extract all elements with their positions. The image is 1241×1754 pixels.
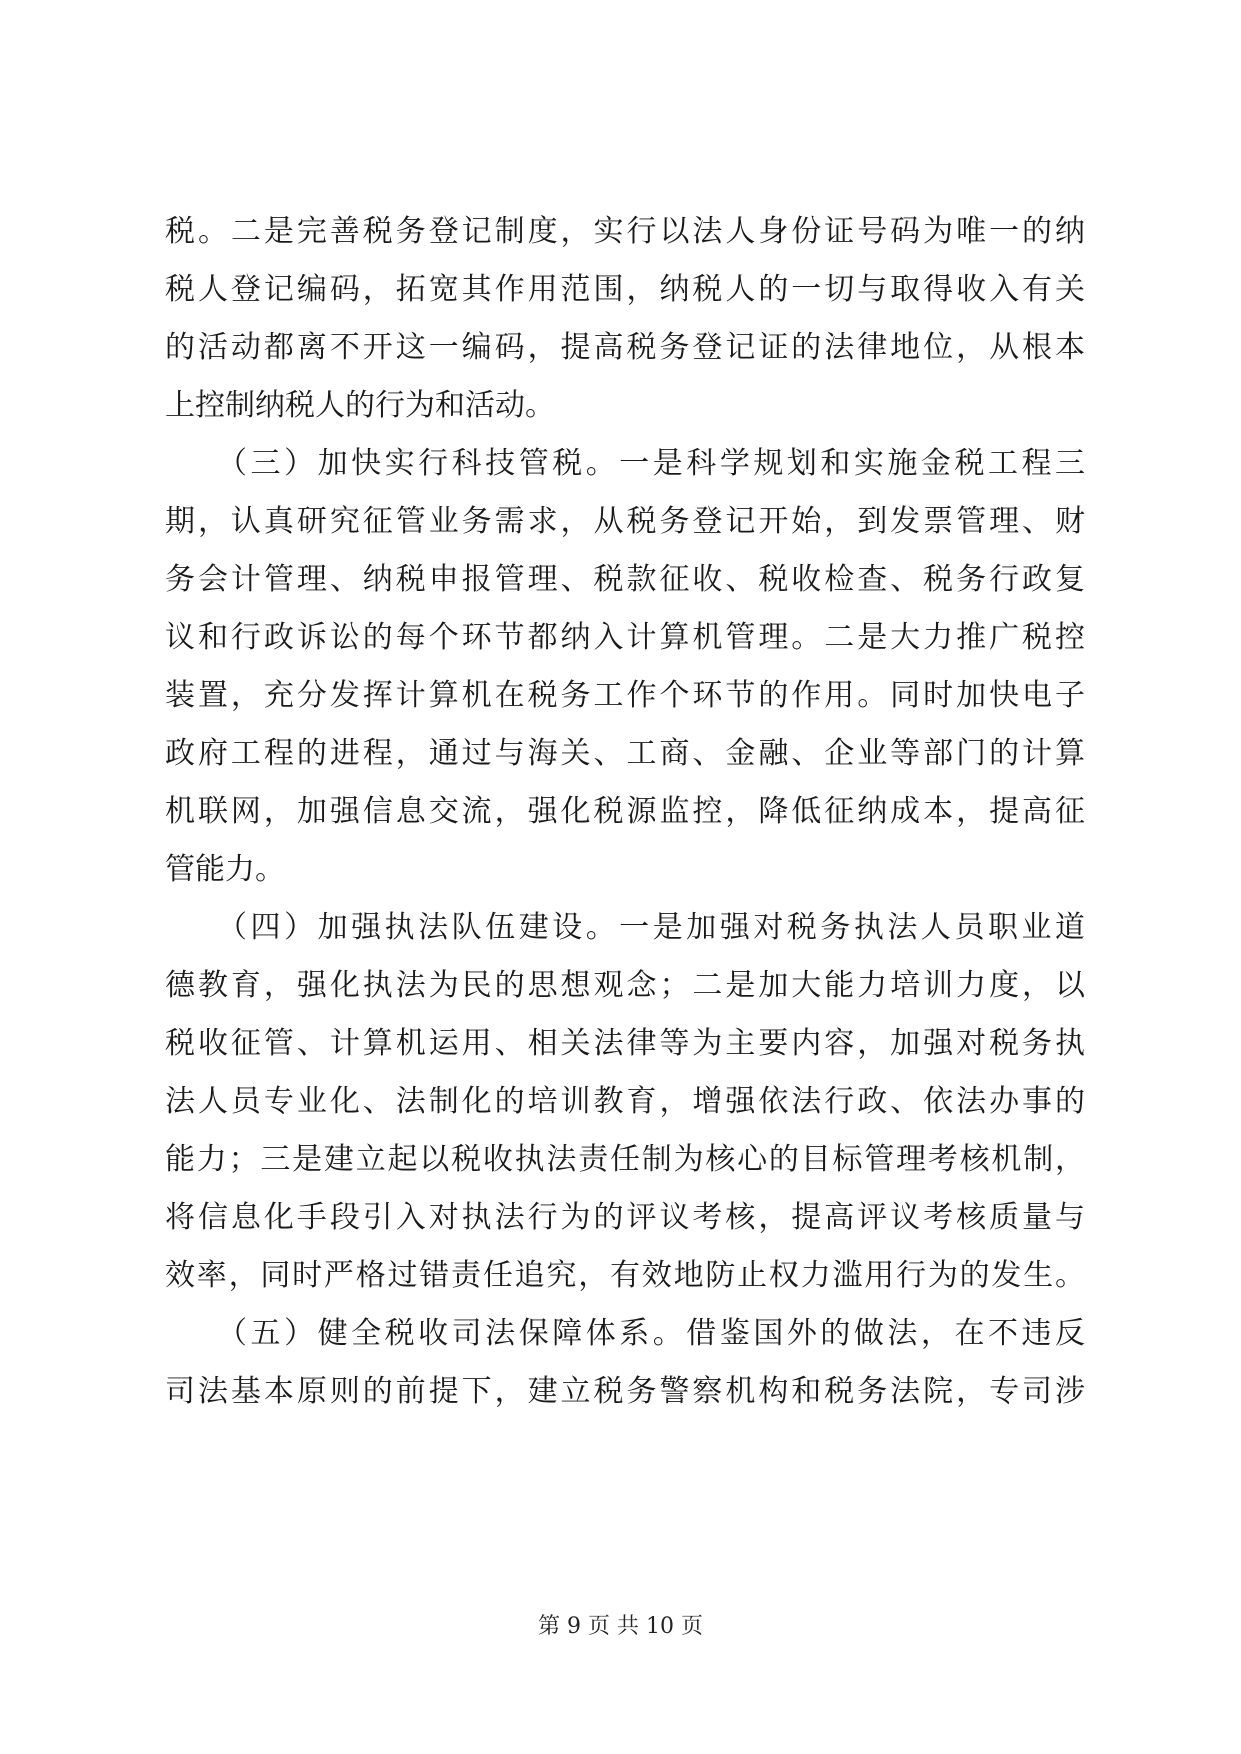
text-line: 德教育，强化执法为民的思想观念；二是加大能力培训力度，以	[165, 968, 1085, 1003]
text-line: 效率，同时严格过错责任追究，有效地防止权力滥用行为的发生。	[165, 1258, 1085, 1293]
text-line: 的活动都离不开这一编码，提高税务登记证的法律地位，从根本	[165, 330, 1085, 365]
page-number-footer: 第 9 页 共 10 页	[538, 1614, 703, 1639]
paragraph-heading-line: （三）加快实行科技管税。一是科学规划和实施金税工程三	[165, 446, 1085, 481]
text-line: 将信息化手段引入对执法行为的评议考核，提高评议考核质量与	[165, 1200, 1085, 1235]
text-line: 管能力。	[165, 852, 285, 887]
text-line: 务会计管理、纳税申报管理、税款征收、税收检查、税务行政复	[165, 562, 1085, 597]
paragraph-heading-line: （五）健全税收司法保障体系。借鉴国外的做法，在不违反	[165, 1316, 1085, 1351]
text-line: 税。二是完善税务登记制度，实行以法人身份证号码为唯一的纳	[165, 214, 1085, 249]
text-line: 法人员专业化、法制化的培训教育，增强依法行政、依法办事的	[165, 1084, 1085, 1119]
text-line: 税收征管、计算机运用、相关法律等为主要内容，加强对税务执	[165, 1026, 1085, 1061]
text-line: 机联网，加强信息交流，强化税源监控，降低征纳成本，提高征	[165, 794, 1085, 829]
paragraph-heading-line: （四）加强执法队伍建设。一是加强对税务执法人员职业道	[165, 910, 1085, 945]
text-line: 议和行政诉讼的每个环节都纳入计算机管理。二是大力推广税控	[165, 620, 1085, 655]
text-line: 装置，充分发挥计算机在税务工作个环节的作用。同时加快电子	[165, 678, 1085, 713]
text-line: 司法基本原则的前提下，建立税务警察机构和税务法院，专司涉	[165, 1374, 1085, 1409]
text-line: 期，认真研究征管业务需求，从税务登记开始，到发票管理、财	[165, 504, 1085, 539]
text-line: 能力；三是建立起以税收执法责任制为核心的目标管理考核机制，	[165, 1142, 1085, 1177]
text-line: 上控制纳税人的行为和活动。	[165, 388, 555, 423]
text-line: 政府工程的进程，通过与海关、工商、金融、企业等部门的计算	[165, 736, 1085, 771]
text-line: 税人登记编码，拓宽其作用范围，纳税人的一切与取得收入有关	[165, 272, 1085, 307]
